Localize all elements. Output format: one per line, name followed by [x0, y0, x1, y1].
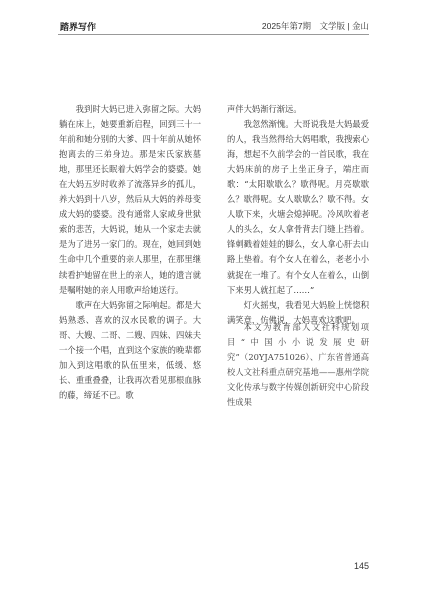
- page-header: [0, 0, 427, 36]
- paragraph: 歌声在大妈弥留之际响起。都是大妈熟悉、喜欢的汉水民歌的调子。大哥、大嫂、二哥、二嫂、四妹、四妹夫一个接一个唱，直到这个家族的晚辈都加入到这唱歌的队伍里来，低缓、悠长、重重叠叠，让我再次看见那根血脉的藤，缔延不已。歌: [59, 299, 201, 400]
- issue-info: 2025年第7期 文学版 | 金山: [261, 21, 369, 31]
- paragraph: 声伴大妈渐行渐远。: [227, 104, 302, 114]
- section-title: 踏界写作: [60, 22, 97, 32]
- left-column: [59, 102, 201, 403]
- paragraph: 我忽然渐愧。大哥说我是大妈最爱的人，我当然得给大妈唱歌，我搜索心海，想起不久前学会的一首民歌，我在大妈床前的房子上坐正身子，端庄而歌：“太阳歇歇么？歇得呢。月亮歇歇么？歇得呢。女人歇歇么？歇不得。女人歇下来，火塘会熄掉呢。冷风吹着老人的头么，女人拿骨背去门缝上挡着。锋刺戳着娃娃的脚么，女人拿心肝去山路上垫着。有个女人在着么，老老小小就捉在一堆了。有个女人在着么，山倒下来男人就扛起了……”: [227, 119, 369, 295]
- header-rule: [58, 34, 369, 35]
- funding-note: 本文为教育部人文社科规划项目“中国小小说发展史研究”（20YJA751026）、广东省普通高校人文社科重点研究基地——惠州学院文化传承与数字传媒创新研究中心阶段性成果: [227, 322, 369, 407]
- right-column: [227, 102, 369, 328]
- paragraph: 我到时大妈已进入弥留之际。大妈躺在床上，她要重新启程，回到三十一年前和她分别的大爹、四十年前从她怀抱离去的三弟身边。那是宋氏家族墓地，那里还长眠着大妈学会的婆婆。她在大妈五岁时收养了流落异乡的孤儿，养大妈到十八岁，然后从大妈的养母变成大妈的婆婆。没有通常人家咸身世狱索的悲苦，大妈说，她从一个家走去就是为了进另一家门的。现在，她回到她生命中几个重要的亲人那里，在那里继续看护她留在世上的亲人，她的遗言就是嘱咐她的亲人用歌声给她送行。: [59, 104, 201, 295]
- paragraph: 灯火摇曳，我看见大妈脸上恍惚积满笑意，仿佛说，大妈喜欢这歌吧。: [227, 299, 369, 325]
- page-number: 145: [353, 561, 369, 571]
